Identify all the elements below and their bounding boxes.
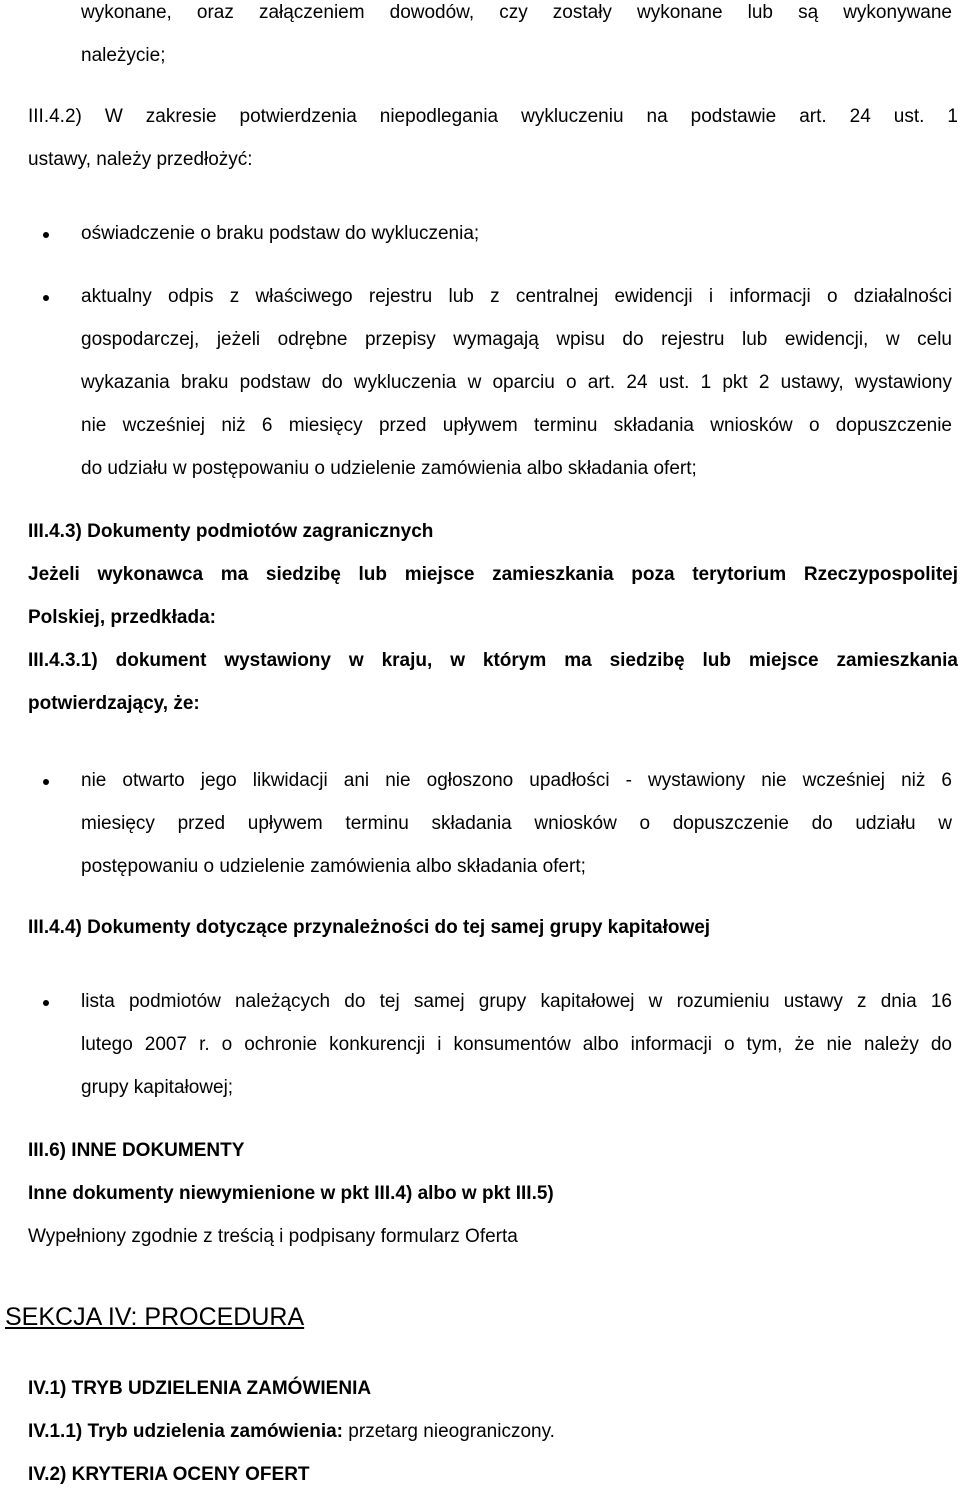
bold-paragraph: Jeżeli wykonawca ma siedzibę lub miejsce zamieszkania poza terytorium Rzeczypospolitej: [28, 564, 958, 585]
subsection-heading-cont: potwierdzający, że:: [28, 693, 200, 714]
paragraph-line: należycie;: [81, 45, 166, 66]
section-heading: IV.2) KRYTERIA OCENY OFERT: [28, 1464, 310, 1485]
bullet-icon: [43, 779, 49, 785]
list-item-line: nie wcześniej niż 6 miesięcy przed upływem terminu składania wniosków o dopuszczenie: [81, 415, 952, 436]
procedure-type-label: IV.1.1) Tryb udzielenia zamówienia:: [28, 1421, 344, 1442]
section-heading: III.4.4) Dokumenty dotyczące przynależności do tej samej grupy kapitałowej: [28, 917, 711, 938]
subsection-heading: III.4.3.1) dokument wystawiony w kraju, w którym ma siedzibę lub miejsce zamieszkania: [28, 650, 958, 671]
list-item-line: do udziału w postępowaniu o udzielenie zamówienia albo składania ofert;: [81, 458, 697, 479]
list-item-line: lutego 2007 r. o ochronie konkurencji i konsumentów albo informacji o tym, że nie należy do: [81, 1034, 952, 1055]
bullet-icon: [43, 295, 49, 301]
bold-paragraph-line: Polskiej, przedkłada:: [28, 607, 216, 628]
list-item-line: miesięcy przed upływem terminu składania wniosków o dopuszczenie do udziału w: [81, 813, 952, 834]
procedure-type-value: przetarg nieograniczony.: [348, 1421, 555, 1442]
list-item-line: gospodarczej, jeżeli odrębne przepisy wymagają wpisu do rejestru lub ewidencji, w celu: [81, 329, 952, 350]
list-item: lista podmiotów należących do tej samej grupy kapitałowej w rozumieniu ustawy z dnia 16: [81, 991, 952, 1012]
section-heading: III.4.3) Dokumenty podmiotów zagranicznych: [28, 521, 434, 542]
section-title: SEKCJA IV: PROCEDURA: [5, 1303, 305, 1331]
section-heading: III.4.2) W zakresie potwierdzenia niepodlegania wykluczeniu na podstawie art. 24 ust. 1: [28, 106, 958, 127]
bold-paragraph: Inne dokumenty niewymienione w pkt III.4) albo w pkt III.5): [28, 1183, 554, 1204]
section-heading: III.6) INNE DOKUMENTY: [28, 1140, 245, 1161]
section-heading: IV.1) TRYB UDZIELENIA ZAMÓWIENIA: [28, 1378, 372, 1399]
paragraph: Wypełniony zgodnie z treścią i podpisany formularz Oferta: [28, 1226, 518, 1247]
list-item-line: grupy kapitałowej;: [81, 1077, 234, 1098]
list-item: aktualny odpis z właściwego rejestru lub z centralnej ewidencji i informacji o działalności: [81, 286, 952, 307]
list-item-line: postępowaniu o udzielenie zamówienia albo składania ofert;: [81, 856, 586, 877]
list-item: nie otwarto jego likwidacji ani nie ogłoszono upadłości - wystawiony nie wcześniej niż 6: [81, 770, 952, 791]
section-heading-cont: ustawy, należy przedłożyć:: [28, 149, 253, 170]
procedure-type: [28, 1420, 555, 1444]
bullet-icon: [43, 232, 49, 238]
list-item-line: wykazania braku podstaw do wykluczenia w oparciu o art. 24 ust. 1 pkt 2 ustawy, wystawiony: [81, 372, 952, 393]
paragraph-line: wykonane, oraz załączeniem dowodów, czy zostały wykonane lub są wykonywane: [81, 2, 952, 23]
list-item: oświadczenie o braku podstaw do wykluczenia;: [81, 223, 480, 244]
bullet-icon: [43, 1000, 49, 1006]
